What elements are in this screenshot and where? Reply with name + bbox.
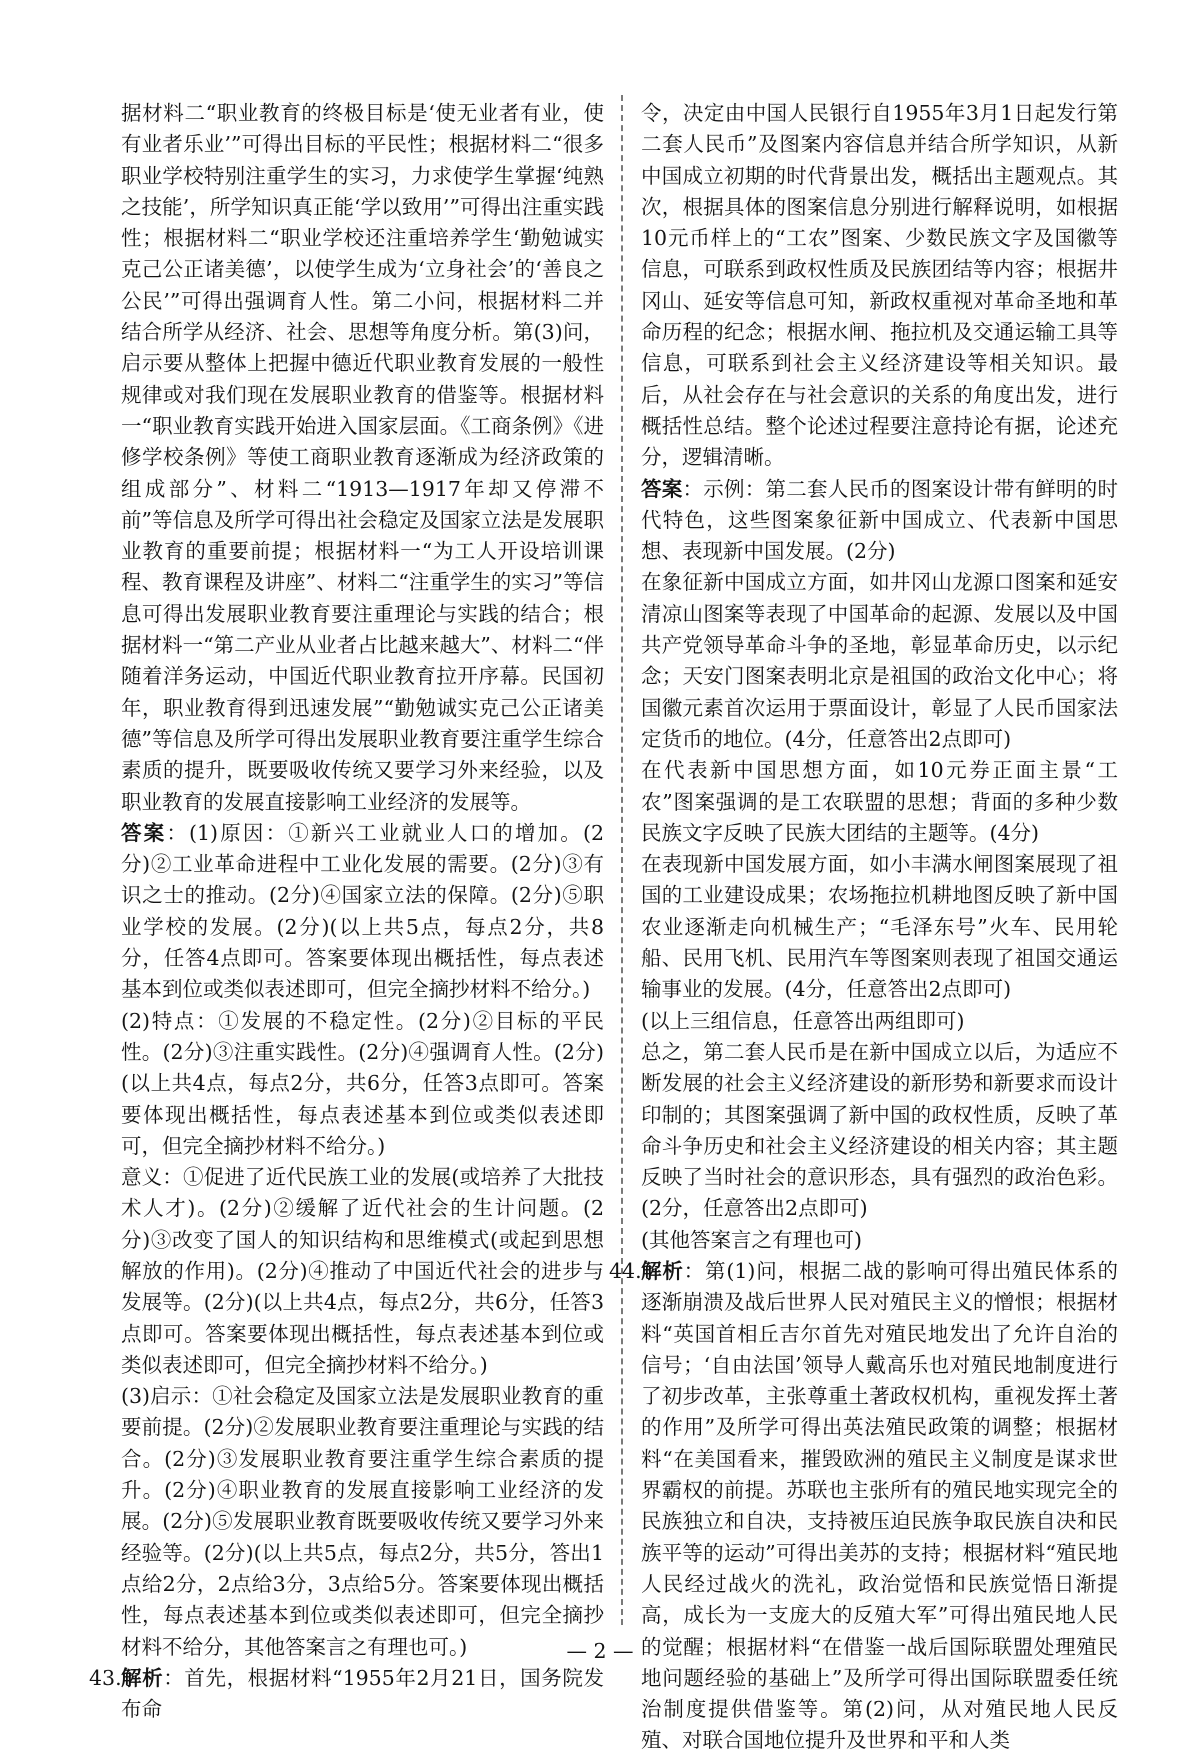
question-43-start [89, 1663, 605, 1726]
analysis-label-44: 解析 [641, 1258, 684, 1283]
answer-development-paragraph: 在表现新中国发展方面，如小丰满水闸图案展现了祖国的工业建设成果；农场拖拉机耕地图反映了新中国农业逐渐走向机械生产；“毛泽东号”火车、民用轮船、民用飞机、民用汽车等图案则表现了祖国交通运输事业的发展。(4分，任意答出2点即可) [641, 852, 1118, 1002]
question-43-text: ：首先，根据材料“1955年2月21日，国务院发布命 [121, 1665, 605, 1722]
answer-founding-paragraph: 在象征新中国成立方面，如井冈山龙源口图案和延安清凉山图案等表现了中国革命的起源、发展以及中国共产党领导革命斗争的圣地，彰显革命历史，以示纪念；天安门图案表明北京是祖国的政治文化中心；将国徽元素首次运用于票面设计，彰显了人民币国家法定货币的地位。(4分，任意答出2点即可) [641, 570, 1118, 751]
answer-label-43: 答案 [641, 476, 683, 501]
left-column [89, 98, 605, 1725]
answer-note: (以上三组信息，任意答出两组即可) [641, 1008, 965, 1033]
question-number-43: 43. [89, 1665, 122, 1690]
answer-text-1: ：(1)原因：①新兴工业就业人口的增加。(2分)②工业革命进程中工业化发展的需要。(2分)③有识之士的推动。(2分)④国家立法的保障。(2分)⑤职业学校的发展。(2分)(以上共5点，每点2分，共8分，任答4点即可。答案要体现出概括性，每点表述基本到位或类似表述即可，但完全摘抄材料不给分。) [121, 820, 605, 1002]
analysis-label-43: 解析 [121, 1665, 164, 1690]
question-44 [609, 1256, 1118, 1757]
answer-paragraph-2: (2)特点：①发展的不稳定性。(2分)②目标的平民性。(2分)③注重实践性。(2分)④强调育人性。(2分)(以上共4点，每点2分，共6分，任答3点即可。答案要体现出概括性，每点表述基本到位或类似表述即可，但完全摘抄材料不给分。) [121, 1008, 604, 1158]
answer-ideology-paragraph: 在代表新中国思想方面，如10元券正面主景“工农”图案强调的是工农联盟的思想；背面的多种少数民族文字反映了民族大团结的主题等。(4分) [641, 758, 1118, 845]
answer-summary: 总之，第二套人民币是在新中国成立以后，为适应不断发展的社会主义经济建设的新形势和新要求而设计印制的；其图案强调了新中国的政权性质，反映了革命斗争历史和社会主义经济建设的相关内容；其主题反映了当时社会的意识形态，具有强烈的政治色彩。(2分，任意答出2点即可) [641, 1039, 1118, 1221]
answer-intro [641, 474, 1118, 568]
question-number-44: 44. [609, 1258, 642, 1283]
answer-other-note: (其他答案言之有理也可) [641, 1227, 862, 1252]
answer-paragraph-3: 意义：①促进了近代民族工业的发展(或培养了大批技术人才)。(2分)②缓解了近代社会的生计问题。(2分)③改变了国人的知识结构和思维模式(或起到思想解放的作用)。(2分)④推动了中国近代社会的进步与发展等。(2分)(以上共4点，每点2分，共6分，任答3点即可。答案要体现出概括性，每点表述基本到位或类似表述即可，但完全摘抄材料不给分。) [121, 1165, 604, 1377]
question-44-text: ：第(1)问，根据二战的影响可得出殖民体系的逐渐崩溃及战后世界人民对殖民主义的憎恨；根据材料“英国首相丘吉尔首先对殖民地发出了允许自治的信号；‘自由法国’领导人戴高乐也对殖民地制度进行了初步改革，主张尊重土著政权机构，重视发挥土著的作用”及所学可得出英法殖民政策的调整；根据材料“在美国看来，摧毁欧洲的殖民主义制度是谋求世界霸权的前提。苏联也主张所有的殖民地实现完全的民族独立和自决，支持被压迫民族争取民族自决和民族平等的运动”可得出美苏的支持；根据材料“殖民地人民经过战火的洗礼，政治觉悟和民族觉悟日渐提高，成长为一支庞大的反殖大军”可得出殖民地人民的觉醒；根据材料“在借鉴一战后国际联盟处理殖民地问题经验的基础上”及所学可得出国际联盟委任统治制度提供借鉴等。第(2)问，从对殖民地人民反殖、对联合国地位提升及世界和平和人类 [641, 1258, 1118, 1753]
answer-paragraph-4: (3)启示：①社会稳定及国家立法是发展职业教育的重要前提。(2分)②发展职业教育要注重理论与实践的结合。(2分)③发展职业教育要注重学生综合素质的提升。(2分)④职业教育的发展直接影响工业经济的发展。(2分)⑤发展职业教育既要吸收传统又要学习外来经验等。(2分)(以上共5点，每点2分，共5分，答出1点给2分，2点给3分，3点给5分。答案要体现出概括性，每点表述基本到位或类似表述即可，但完全摘抄材料不给分，其他答案言之有理也可。) [121, 1384, 604, 1659]
answer-label: 答案 [121, 820, 167, 845]
analysis-continued-text: 据材料二“职业教育的终极目标是‘使无业者有业，使有业者乐业’”可得出目标的平民性；根据材料二“很多职业学校特别注重学生的实习，力求使学生掌握‘纯熟之技能’，所学知识真正能‘学以致用’”可得出注重实践性；根据材料二“职业学校还注重培养学生‘勤勉诚实克己公正诸美德’，以使学生成为‘立身社会’的‘善良之公民’”可得出强调育人性。第二小问，根据材料二并结合所学从经济、社会、思想等角度分析。第(3)问，启示要从整体上把握中德近代职业教育发展的一般性规律或对我们现在发展职业教育的借鉴等。根据材料一“职业教育实践开始进入国家层面。《工商条例》《进修学校条例》等使工商职业教育逐渐成为经济政策的组成部分”、材料二“1913—1917年却又停滞不前”等信息及所学可得出社会稳定及国家立法是发展职业教育的重要前提；根据材料一“为工人开设培训课程、教育课程及讲座”、材料二“注重学生的实习”等信息可得出发展职业教育要注重理论与实践的结合；根据材料一“第二产业从业者占比越来越大”、材料二“伴随着洋务运动，中国近代职业教育拉开序幕。民国初年，职业教育得到迅速发展”“勤勉诚实克己公正诸美德”等信息及所学可得出发展职业教育要注重学生综合素质的提升，既要吸收传统又要学习外来经验，以及职业教育的发展直接影响工业经济的发展等。 [121, 101, 604, 814]
answer-paragraph-1 [121, 818, 604, 1006]
right-column [609, 98, 1118, 1757]
answer-intro-text: ：示例：第二套人民币的图案设计带有鲜明的时代特色，这些图案象征新中国成立、代表新中国思想、表现新中国发展。(2分) [641, 476, 1118, 564]
page-number: — 2 — [566, 1639, 634, 1663]
column-divider [621, 95, 623, 1625]
question-43-continued: 令，决定由中国人民银行自1955年3月1日起发行第二套人民币”及图案内容信息并结合所学知识，从新中国成立初期的时代背景出发，概括出主题观点。其次，根据具体的图案信息分别进行解释说明，如根据10元币样上的“工农”图案、少数民族文字及国徽等信息，可联系到政权性质及民族团结等内容；根据井冈山、延安等信息可知，新政权重视对革命圣地和革命历程的纪念；根据水闸、拖拉机及交通运输工具等信息，可联系到社会主义经济建设等相关知识。最后，从社会存在与社会意识的关系的角度出发，进行概括性总结。整个论述过程要注意持论有据，论述充分，逻辑清晰。 [641, 101, 1118, 470]
